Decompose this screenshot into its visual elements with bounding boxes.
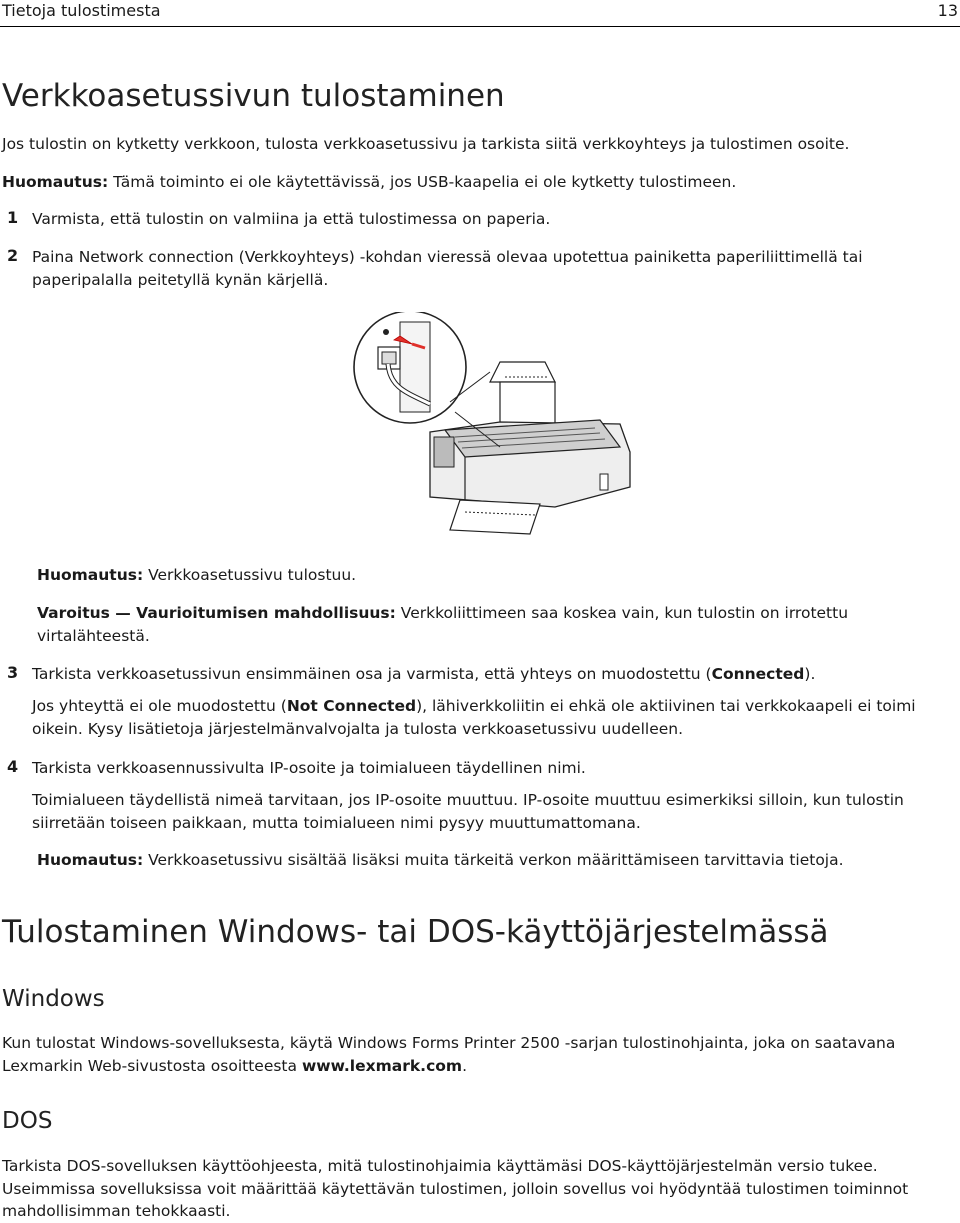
warning-label: Varoitus — Vaurioitumisen mahdollisuus: (37, 604, 396, 622)
step-3-text-part: ). (804, 665, 816, 683)
para-text: Kun tulostat Windows-sovelluksesta, käytä Windows Forms Printer 2500 -sarjan tulostinohjainta, joka on saatavana (2, 1034, 896, 1052)
para-text: Lexmarkin Web-sivustosta osoitteesta (2, 1056, 302, 1075)
warning-text: Verkkoliittimeen saa koskea vain, kun tulostin on irrotettu (395, 604, 849, 622)
page-number: 13 (937, 1, 958, 20)
windows-paragraph (2, 1032, 895, 1077)
section-title: Verkkoasetussivun tulostaminen (2, 78, 505, 114)
header-divider (0, 26, 960, 27)
section-title: Tulostaminen Windows- tai DOS-käyttöjärjestelmässä (2, 914, 829, 950)
step-3-text (32, 663, 815, 686)
note-text: Verkkoasetussivu tulostuu. (143, 566, 357, 584)
para-text: Toimialueen täydellistä nimeä tarvitaan, jos IP-osoite muuttuu. IP-osoite muuttuu esimerkiksi silloin, kun tulostin (32, 791, 904, 809)
printer-illustration (350, 312, 640, 547)
lexmark-link[interactable]: www.lexmark.com (301, 1056, 463, 1075)
para-text: siirretään toiseen paikkaan, mutta toimialueen nimi pysyy muuttumattomana. (32, 813, 641, 832)
step-4-text: Tarkista verkkoasennussivulta IP-osoite ja toimialueen täydellinen nimi. (32, 759, 586, 777)
para-text: . (462, 1056, 467, 1075)
step-1-text: Varmista, että tulostin on valmiina ja että tulostimessa on paperia. (32, 210, 551, 228)
note-text: Tämä toiminto ei ole käytettävissä, jos USB-kaapelia ei ole kytketty tulostimeen. (108, 173, 737, 191)
step-2-text (32, 246, 863, 291)
dos-paragraph (2, 1155, 908, 1223)
para-text: Jos yhteyttä ei ole muodostettu ( (32, 697, 287, 715)
step-3-paragraph (32, 695, 916, 740)
intro-paragraph: Jos tulostin on kytketty verkkoon, tulosta verkkoasetussivu ja tarkista siitä verkkoyhteys ja tulostimen osoite. (2, 135, 850, 153)
para-text: oikein. Kysy lisätietoja järjestelmänvalvojalta ja tulosta verkkoasetussivu uudelleen. (32, 719, 684, 738)
step-3-text-part: Tarkista verkkoasetussivun ensimmäinen osa ja varmista, että yhteys on muodostettu ( (32, 665, 712, 683)
para-text: mahdollisimman tehokkaasti. (2, 1202, 231, 1220)
subsection-title-dos: DOS (2, 1108, 53, 1134)
note-extra (37, 849, 844, 872)
note-label: Huomautus: (37, 851, 144, 869)
para-text: Tarkista DOS-sovelluksen käyttöohjeesta, mitä tulostinohjaimia käyttämäsi DOS-käyttöjärjestelmän versio tukee. (2, 1157, 878, 1175)
note-text: Verkkoasetussivu sisältää lisäksi muita tärkeitä verkon määrittämiseen tarvittavia tietoja. (143, 851, 844, 869)
header-title: Tietoja tulostimesta (2, 1, 161, 20)
not-connected-term: Not Connected (286, 697, 417, 715)
note-usb (2, 171, 736, 194)
step-number: 1 (7, 208, 19, 227)
note-label: Huomautus: (37, 566, 144, 584)
step-2-line: Paina Network connection (Verkkoyhteys) -kohdan vieressä olevaa upotettua painiketta paperiliittimellä tai (32, 248, 863, 266)
warning-box (37, 602, 848, 647)
step-2-line: paperipalalla peitetyllä kynän kärjellä. (32, 270, 329, 289)
para-text: Useimmissa sovelluksissa voit määrittää käytettävän tulostimen, jolloin sovellus voi hyödyntää tulostimen toiminnot (2, 1179, 909, 1198)
para-text: ), lähiverkkoliitin ei ehkä ole aktiivinen tai verkkokaapeli ei toimi (416, 697, 916, 715)
note-label: Huomautus: (2, 173, 109, 191)
step-number: 2 (7, 246, 19, 265)
note-print (37, 564, 356, 587)
step-number: 3 (7, 663, 19, 682)
step-number: 4 (7, 757, 19, 776)
step-4-paragraph (32, 789, 904, 834)
subsection-title-windows: Windows (2, 986, 105, 1012)
connected-term: Connected (711, 665, 805, 683)
page-header (0, 0, 960, 24)
warning-text: virtalähteestä. (37, 626, 150, 645)
